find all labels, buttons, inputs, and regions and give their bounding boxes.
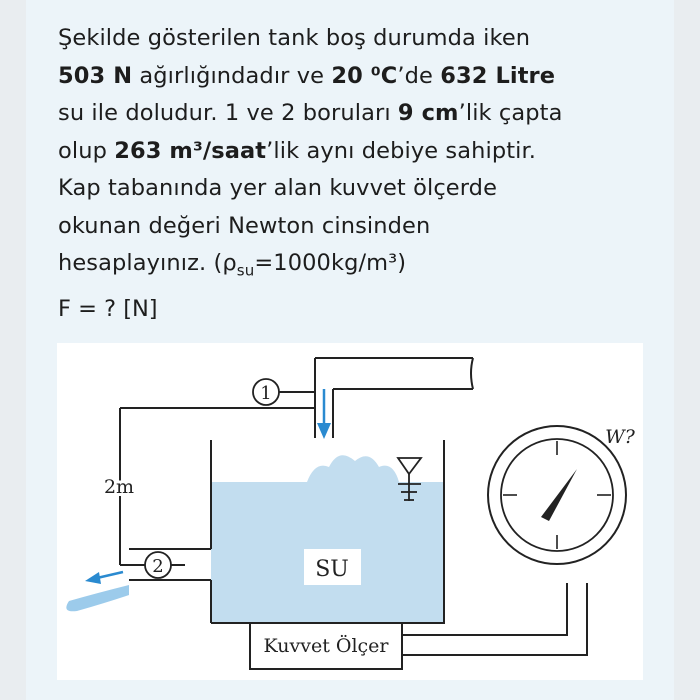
- outflow-jet: [66, 585, 129, 611]
- line-3: su ile doludur. 1 ve 2 boruları 9 cm’lik çapta: [58, 100, 563, 126]
- weight-value: 503 N: [58, 62, 133, 89]
- outflow-arrow-shaft: [97, 572, 123, 578]
- pipe-1-label: 1: [260, 383, 272, 404]
- question-formula: F = ? [N]: [58, 296, 158, 322]
- tank-diagram: [57, 343, 643, 680]
- force-scale-label: Kuvvet Ölçer: [263, 635, 389, 657]
- line-2: 503 N ağırlığındadır ve 20 ⁰C’de 632 Litre: [58, 62, 556, 89]
- flow-value: 263 m³/saat: [114, 137, 267, 164]
- line-1: Şekilde gösterilen tank boş durumda iken: [58, 25, 531, 51]
- volume-value: 632 Litre: [440, 62, 556, 89]
- diameter-value: 9 cm: [397, 100, 459, 126]
- problem-statement: [58, 20, 658, 290]
- gauge-label: W?: [605, 426, 635, 448]
- line-5: Kap tabanında yer alan kuvvet ölçerde: [58, 175, 498, 201]
- tank-diagram-svg: [57, 343, 643, 680]
- inflow-arrowhead: [317, 423, 331, 439]
- density-subscript: su: [236, 261, 255, 280]
- pipe-1-end: [471, 358, 473, 389]
- temperature-value: 20 ⁰C: [331, 62, 398, 89]
- water-splash: [307, 455, 399, 482]
- pipe-2-label: 2: [152, 556, 164, 577]
- pipe-1-horizontal: [315, 358, 473, 389]
- water-label: SU: [315, 557, 349, 582]
- height-label: 2m: [103, 476, 135, 498]
- line-7: hesaplayınız. $(\rho_{su}=1000kg/m^3)$: [58, 250, 407, 280]
- line-4: olup 263 m³/saat’lik aynı debiye sahiptir.: [58, 137, 537, 164]
- outflow-arrowhead: [85, 572, 101, 584]
- line-6: okunan değeri Newton cinsinden: [58, 212, 431, 239]
